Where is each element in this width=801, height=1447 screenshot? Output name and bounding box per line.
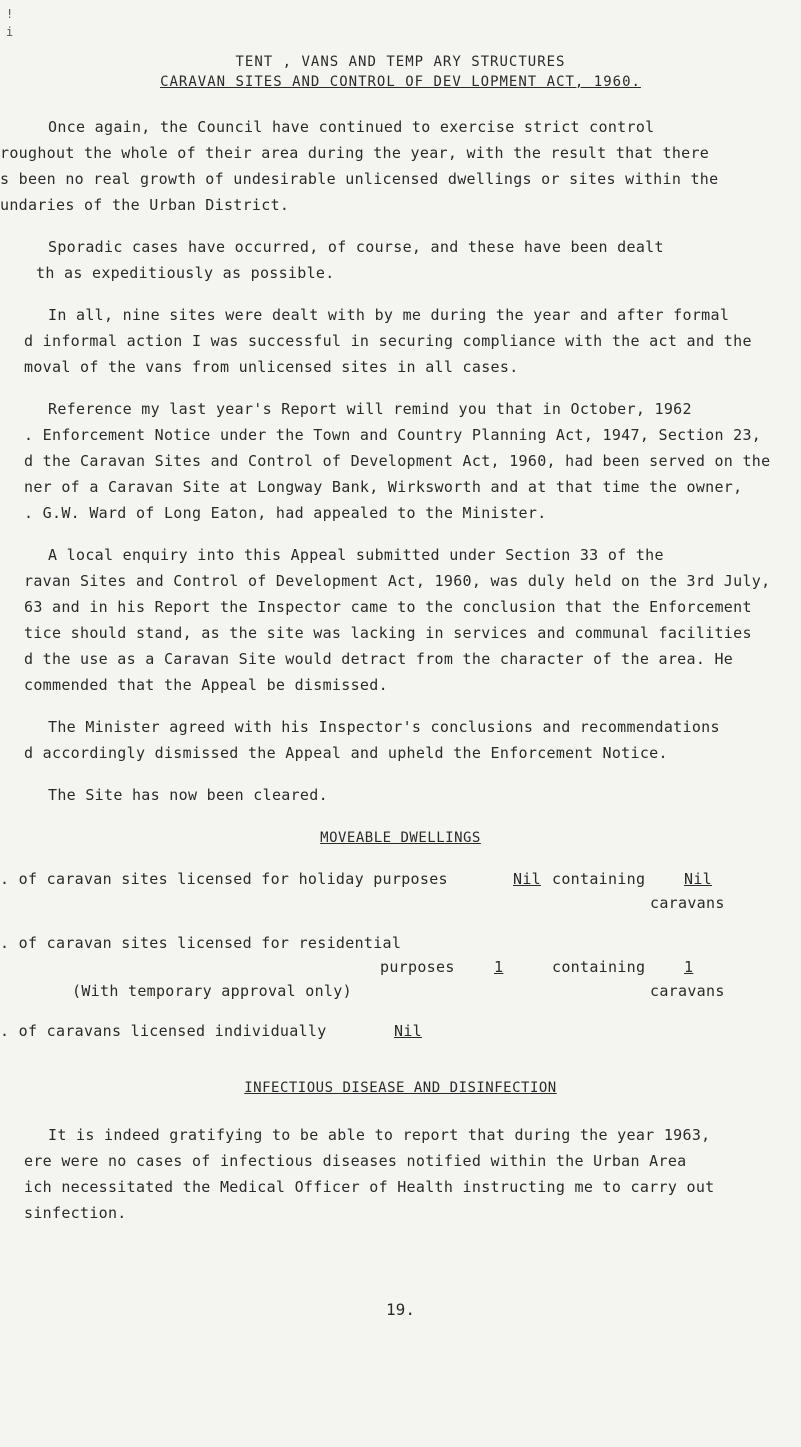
body-line: . G.W. Ward of Long Eaton, had appealed to the Minister. — [24, 504, 547, 522]
body-line: ravan Sites and Control of Development Act, 1960, was duly held on the 3rd July, — [24, 572, 771, 590]
body-line: ere were no cases of infectious diseases notified within the Urban Area — [24, 1152, 687, 1170]
body-line: ner of a Caravan Site at Longway Bank, Wirksworth and at that time the owner, — [24, 478, 743, 496]
residential-sites-label: . of caravan sites licensed for residential — [0, 934, 402, 952]
body-line: d the Caravan Sites and Control of Development Act, 1960, had been served on the — [24, 452, 771, 470]
body-line: tice should stand, as the site was lacking in services and communal facilities — [24, 624, 752, 642]
body-line: 63 and in his Report the Inspector came to the conclusion that the Enforcement — [24, 598, 752, 616]
body-line: s been no real growth of undesirable unlicensed dwellings or sites within the — [0, 170, 719, 188]
body-line: d the use as a Caravan Site would detract from the character of the area. He — [24, 650, 734, 668]
holiday-caravans-unit: caravans — [650, 894, 725, 912]
holiday-sites-value: Nil — [513, 870, 541, 888]
body-line: th as expeditiously as possible. — [36, 264, 335, 282]
body-line: The Minister agreed with his Inspector's conclusions and recommendations — [48, 718, 720, 736]
holiday-caravan-count: Nil — [684, 870, 712, 888]
residential-caravan-count: 1 — [684, 958, 694, 976]
body-line: The Site has now been cleared. — [48, 786, 328, 804]
page-number: 19. — [386, 1300, 415, 1319]
body-line: d informal action I was successful in securing compliance with the act and the — [24, 332, 752, 350]
header-line-1: TENT , VANS AND TEMP ARY STRUCTURES — [235, 54, 566, 70]
residential-sites-value: 1 — [494, 958, 504, 976]
temporary-approval-note: (With temporary approval only) — [72, 982, 352, 1000]
body-line: d accordingly dismissed the Appeal and upheld the Enforcement Notice. — [24, 744, 668, 762]
body-line: In all, nine sites were dealt with by me during the year and after formal — [48, 306, 730, 324]
body-line: undaries of the Urban District. — [0, 196, 290, 214]
section-title-infectious-disease: INFECTIOUS DISEASE AND DISINFECTION — [244, 1080, 557, 1096]
header-line-2: CARAVAN SITES AND CONTROL OF DEV LOPMENT ACT, 1960. — [160, 74, 641, 90]
body-line: ich necessitated the Medical Officer of Health instructing me to carry out — [24, 1178, 715, 1196]
residential-caravans-unit: caravans — [650, 982, 725, 1000]
body-line: moval of the vans from unlicensed sites in all cases. — [24, 358, 519, 376]
margin-mark: i — [6, 25, 14, 39]
body-line: roughout the whole of their area during the year, with the result that there — [0, 144, 710, 162]
body-line: sinfection. — [24, 1204, 127, 1222]
individual-licence-label: . of caravans licensed individually — [0, 1022, 327, 1040]
margin-mark: ! — [6, 7, 14, 21]
section-title-moveable-dwellings: MOVEABLE DWELLINGS — [320, 830, 481, 846]
residential-containing-label: containing — [552, 958, 646, 976]
body-line: Reference my last year's Report will remind you that in October, 1962 — [48, 400, 692, 418]
body-line: It is indeed gratifying to be able to report that during the year 1963, — [48, 1126, 711, 1144]
holiday-containing-label: containing — [552, 870, 646, 888]
body-line: . Enforcement Notice under the Town and Country Planning Act, 1947, Section 23, — [24, 426, 762, 444]
body-line: A local enquiry into this Appeal submitted under Section 33 of the — [48, 546, 664, 564]
individual-licence-value: Nil — [394, 1022, 422, 1040]
holiday-sites-label: . of caravan sites licensed for holiday purposes — [0, 870, 448, 888]
body-line: Once again, the Council have continued to exercise strict control — [48, 118, 655, 136]
residential-purposes-label: purposes — [380, 958, 455, 976]
body-line: commended that the Appeal be dismissed. — [24, 676, 388, 694]
body-line: Sporadic cases have occurred, of course, and these have been dealt — [48, 238, 664, 256]
